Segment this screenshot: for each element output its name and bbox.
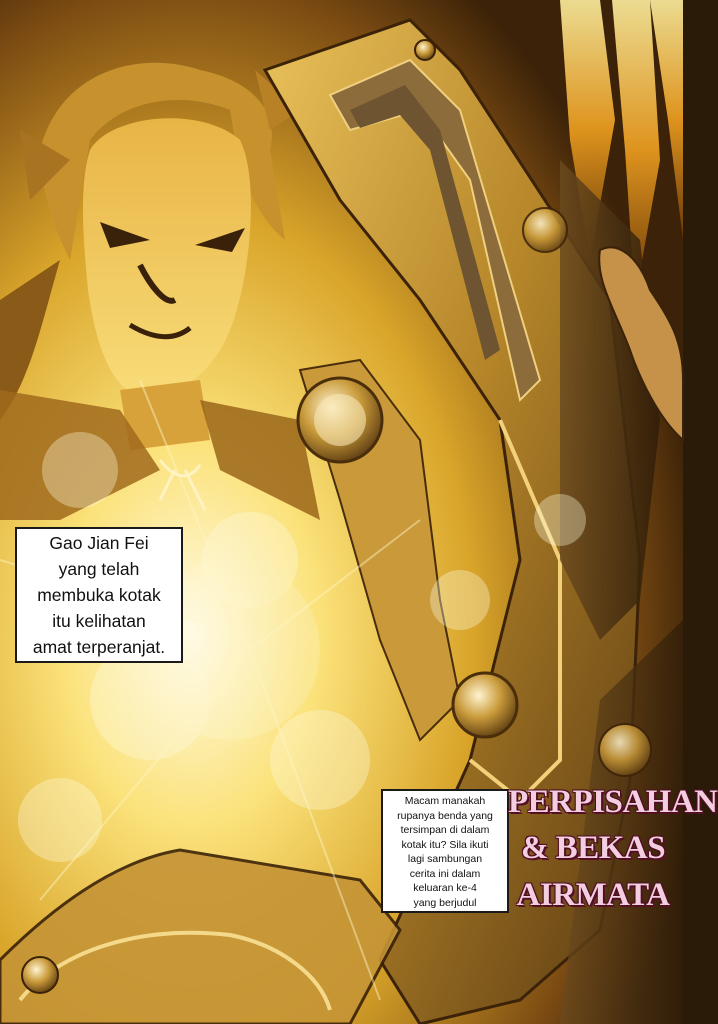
next-issue-caption — [381, 789, 509, 913]
next-chapter-title — [508, 780, 718, 918]
caption-line: yang telah — [58, 559, 140, 579]
caption-line: rupanya benda yang — [397, 809, 493, 822]
caption-line: cerita ini dalam — [409, 867, 481, 880]
caption-line: amat terperanjat. — [32, 637, 166, 657]
caption-line: yang berjudul — [413, 896, 477, 909]
caption-line: Gao Jian Fei — [49, 533, 149, 553]
narration-caption — [15, 527, 183, 663]
caption-line: tersimpan di dalam — [400, 824, 490, 836]
caption-line: lagi sambungan — [407, 853, 483, 865]
caption-line: kotak itu? Sila ikuti — [401, 838, 489, 851]
caption-line: Macam manakah — [404, 795, 486, 807]
title-line: PERPISAHAN — [508, 784, 718, 820]
title-line: & BEKAS — [520, 830, 666, 866]
title-line: AIRMATA — [516, 877, 670, 913]
caption-line: membuka kotak — [37, 585, 161, 605]
caption-line: keluaran ke-4 — [413, 882, 477, 894]
caption-line: itu kelihatan — [52, 611, 146, 631]
